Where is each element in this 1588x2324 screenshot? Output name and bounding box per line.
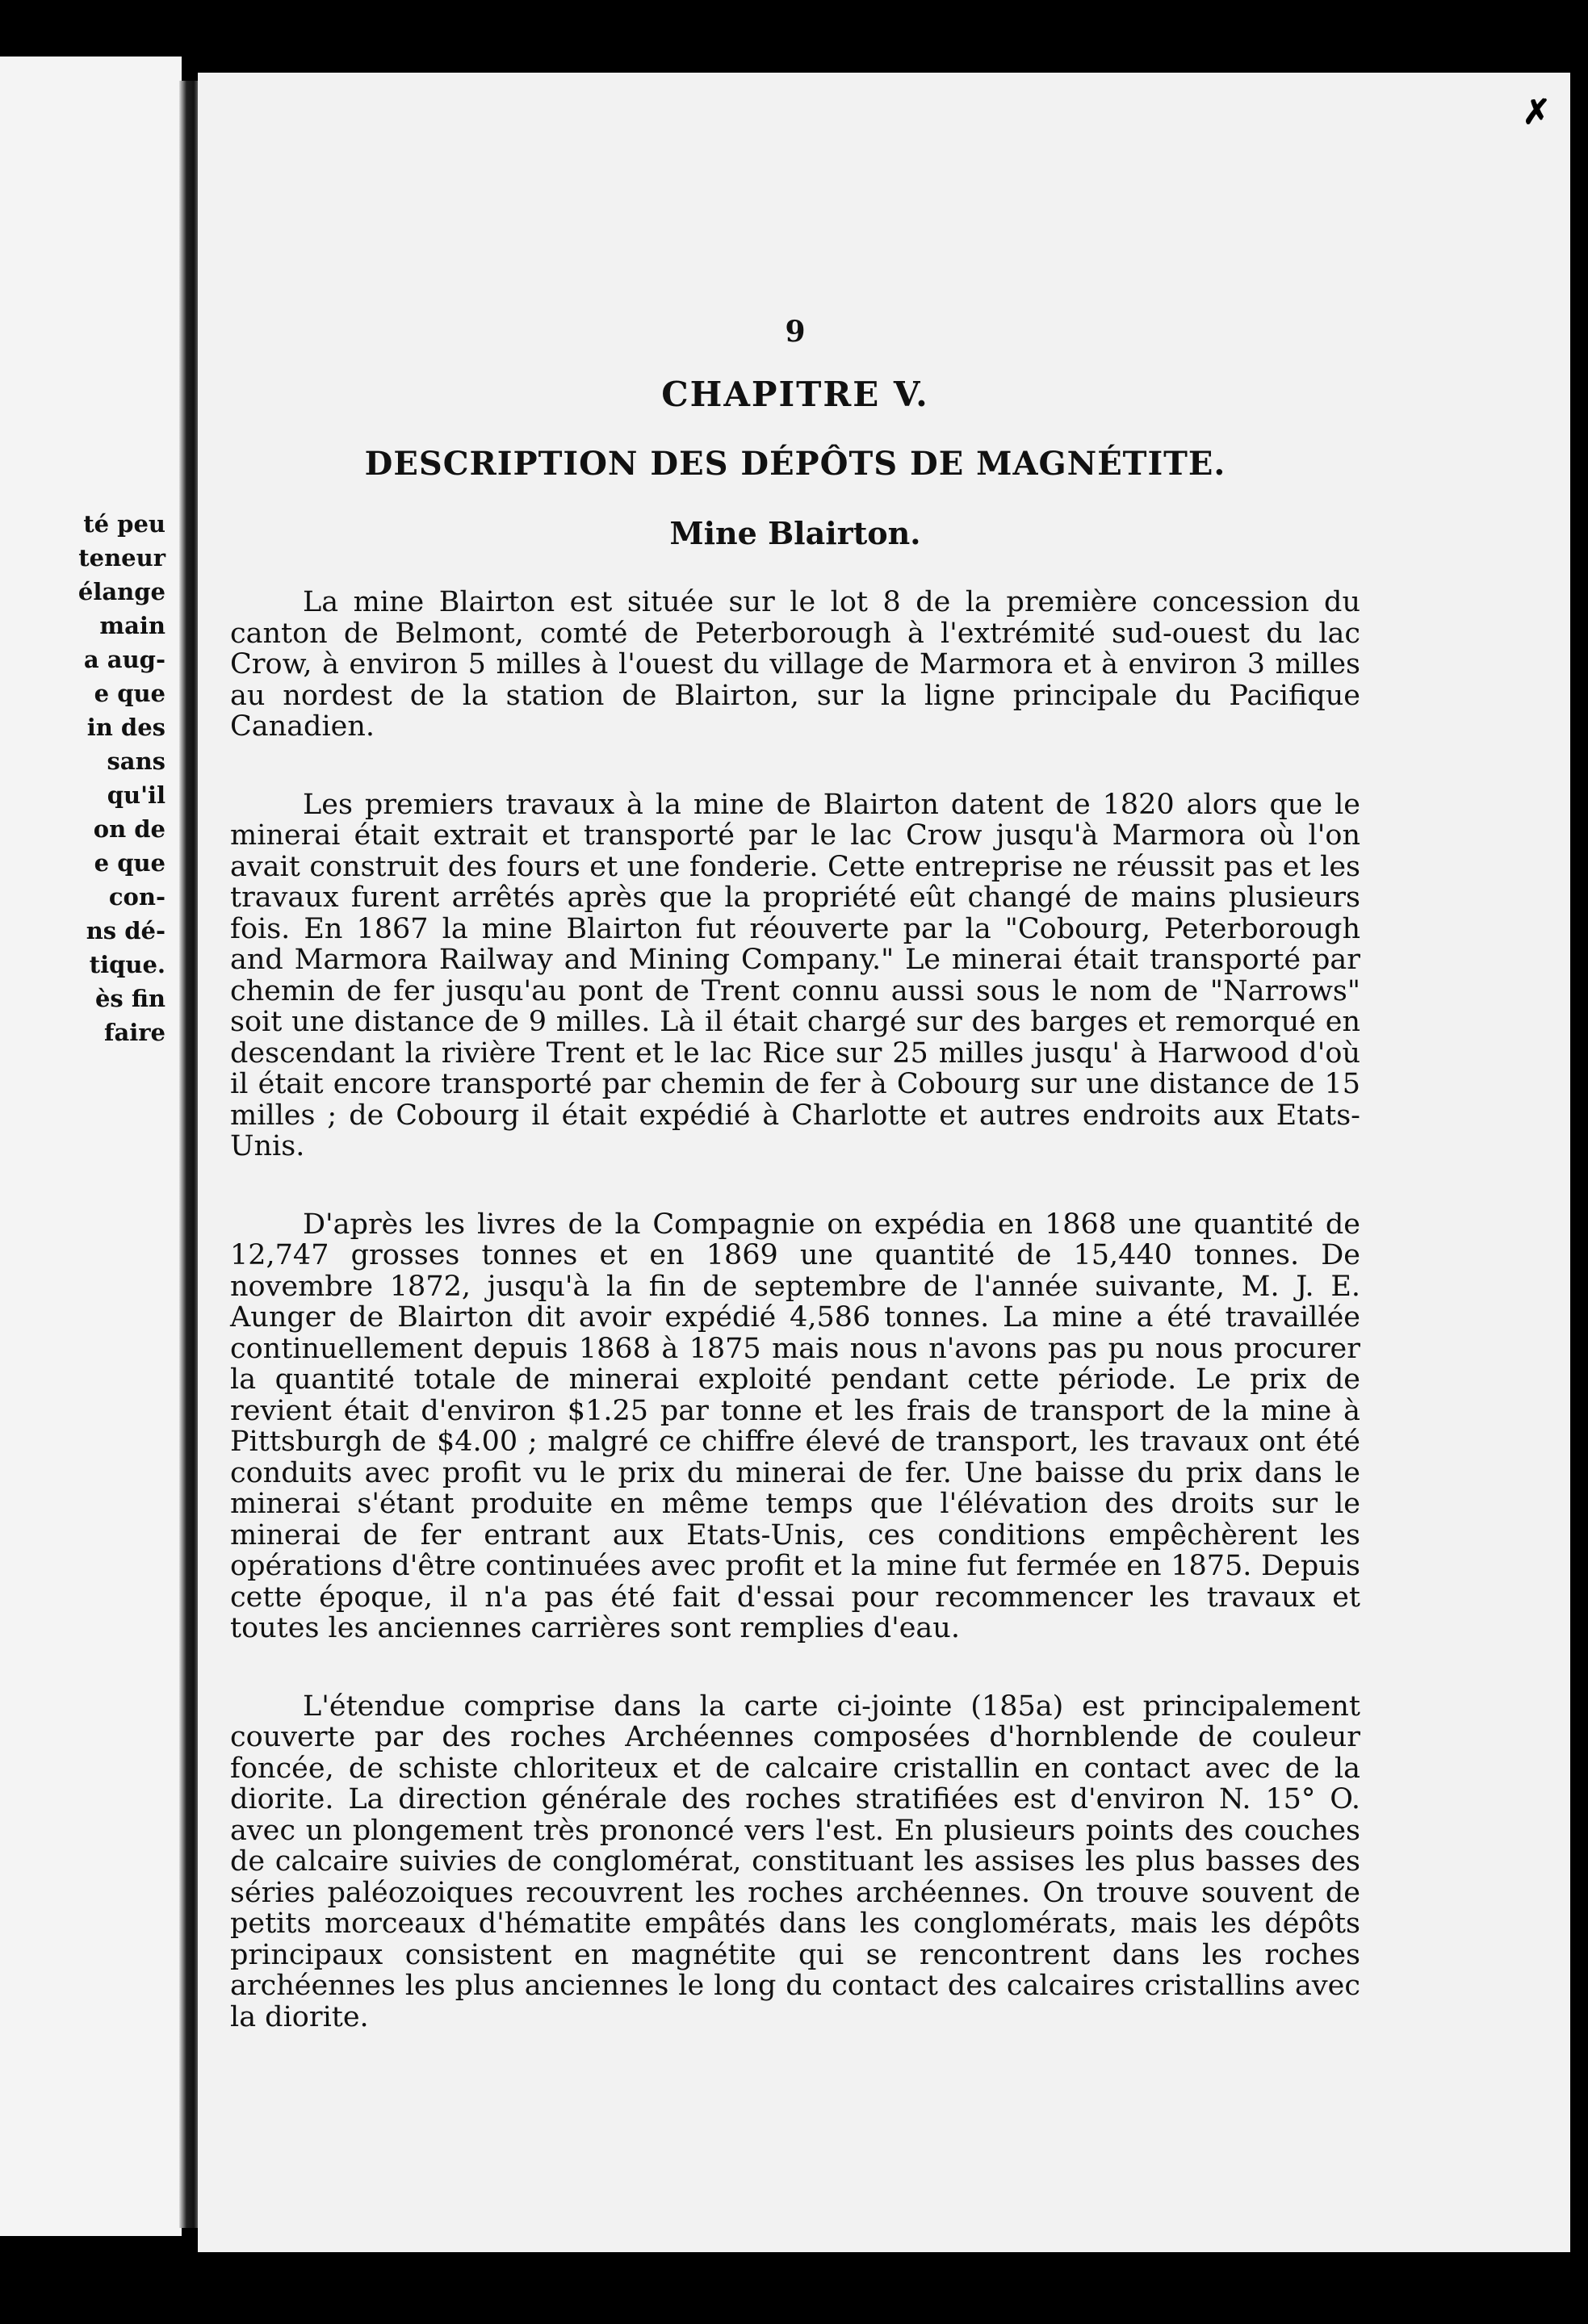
left-page-line: e que	[94, 849, 166, 877]
left-page-line: on de	[93, 815, 166, 843]
left-page-line: teneur	[78, 544, 166, 572]
left-page-fragment	[0, 57, 182, 2236]
left-page-line: ns dé-	[86, 917, 166, 944]
left-page-line: in des	[86, 714, 166, 741]
left-page-line: élange	[78, 578, 166, 605]
chapter-title: DESCRIPTION DES DÉPÔTS DE MAGNÉTITE.	[364, 445, 1226, 483]
left-page-line: a aug-	[83, 646, 166, 673]
scan-mark-icon: ✗	[1522, 92, 1551, 132]
paragraph-production: D'après les livres de la Compagnie on expédia en 1868 une quantité de 12,747 grosses tonnes et en 1869 une quantité de 15,440 tonnes. De novembre 1872, jusqu'à la fin de septembre de l'année suivante, M. J. E. Aunger de Blairton dit avoir expédié 4,586 tonnes. La mine a été travaillée continuellement depuis 1868 à 1875 mais nous n'avons pas pu nous procurer la quantité totale de minerai exploité pendant cette période. Le prix de revient était d'environ $1.25 par tonne et les frais de transport de la mine à Pittsburgh de $4.00 ; malgré ce chiffre élevé de transport, les travaux ont été conduits avec profit vu le prix du minerai de fer. Une baisse du prix dans le minerai s'étant produite en même temps que l'élévation des droits sur le minerai de fer entrant aux Etats-Unis, ces conditions empêchèrent les opérations d'être continuées avec profit et la mine fut fermée en 1875. Depuis cette époque, il n'a pas été fait d'essai pour recommencer les travaux et toutes les anciennes carrières sont remplies d'eau.	[230, 1208, 1360, 1644]
left-page-line: main	[99, 612, 166, 639]
page-number: 9	[785, 315, 806, 349]
left-page-line: tique.	[89, 951, 166, 978]
left-page-line: con-	[108, 883, 166, 911]
left-page-line: té peu	[83, 510, 166, 538]
left-page-line: faire	[103, 1019, 166, 1046]
left-page-line: qu'il	[107, 781, 166, 809]
paragraph-location: La mine Blairton est située sur le lot 8 de la première concession du canton de Belmont, comté de Peterborough à l'extrémité sud-ouest du lac Crow, à environ 5 milles à l'ouest du village de Marmora et à environ 3 milles au nordest de la station de Blairton, sur la ligne principale du Pacifique Canadien.	[230, 586, 1360, 743]
document-page	[198, 73, 1570, 2252]
left-page-line: e que	[94, 680, 166, 707]
left-page-line: ès fin	[94, 985, 166, 1012]
chapter-heading: CHAPITRE V.	[661, 375, 929, 414]
paragraph-geology: L'étendue comprise dans la carte ci-jointe (185a) est principalement couverte par des roches Archéennes composées d'hornblende de couleur foncée, de schiste chloriteux et de calcaire cristallin en contact avec de la diorite. La direction générale des roches stratifiées est d'environ N. 15° O. avec un plongement très prononcé vers l'est. En plusieurs points des couches de calcaire suivies de conglomérat, constituant les assises les plus basses des séries paléozoiques recouvrent les roches archéennes. On trouve souvent de petits morceaux d'hématite empâtés dans les conglomérats, mais les dépôts principaux consistent en magnétite qui se rencontrent dans les roches archéennes les plus anciennes le long du contact des calcaires cristallins avec la diorite.	[230, 1690, 1360, 2033]
page-content	[230, 315, 1360, 2079]
left-page-line: sans	[107, 747, 166, 775]
paragraph-history: Les premiers travaux à la mine de Blairton datent de 1820 alors que le minerai était extrait et transporté par le lac Crow jusqu'à Marmora où l'on avait construit des fours et une fonderie. Cette entreprise ne réussit pas et les travaux furent arrêtés après que la propriété eût changé de mains plusieurs fois. En 1867 la mine Blairton fut réouverte par la "Cobourg, Peterborough and Marmora Railway and Mining Company." Le minerai était transporté par chemin de fer jusqu'au pont de Trent connu aussi sous le nom de "Narrows" soit une distance de 9 milles. Là il était chargé sur des barges et remorqué en descendant la rivière Trent et le lac Rice sur 25 milles jusqu' à Harwood d'où il était encore transporté par chemin de fer à Cobourg sur une distance de 15 milles ; de Cobourg il était expédié à Charlotte et autres endroits aux Etats-Unis.	[230, 788, 1360, 1162]
section-title: Mine Blairton.	[669, 515, 921, 551]
